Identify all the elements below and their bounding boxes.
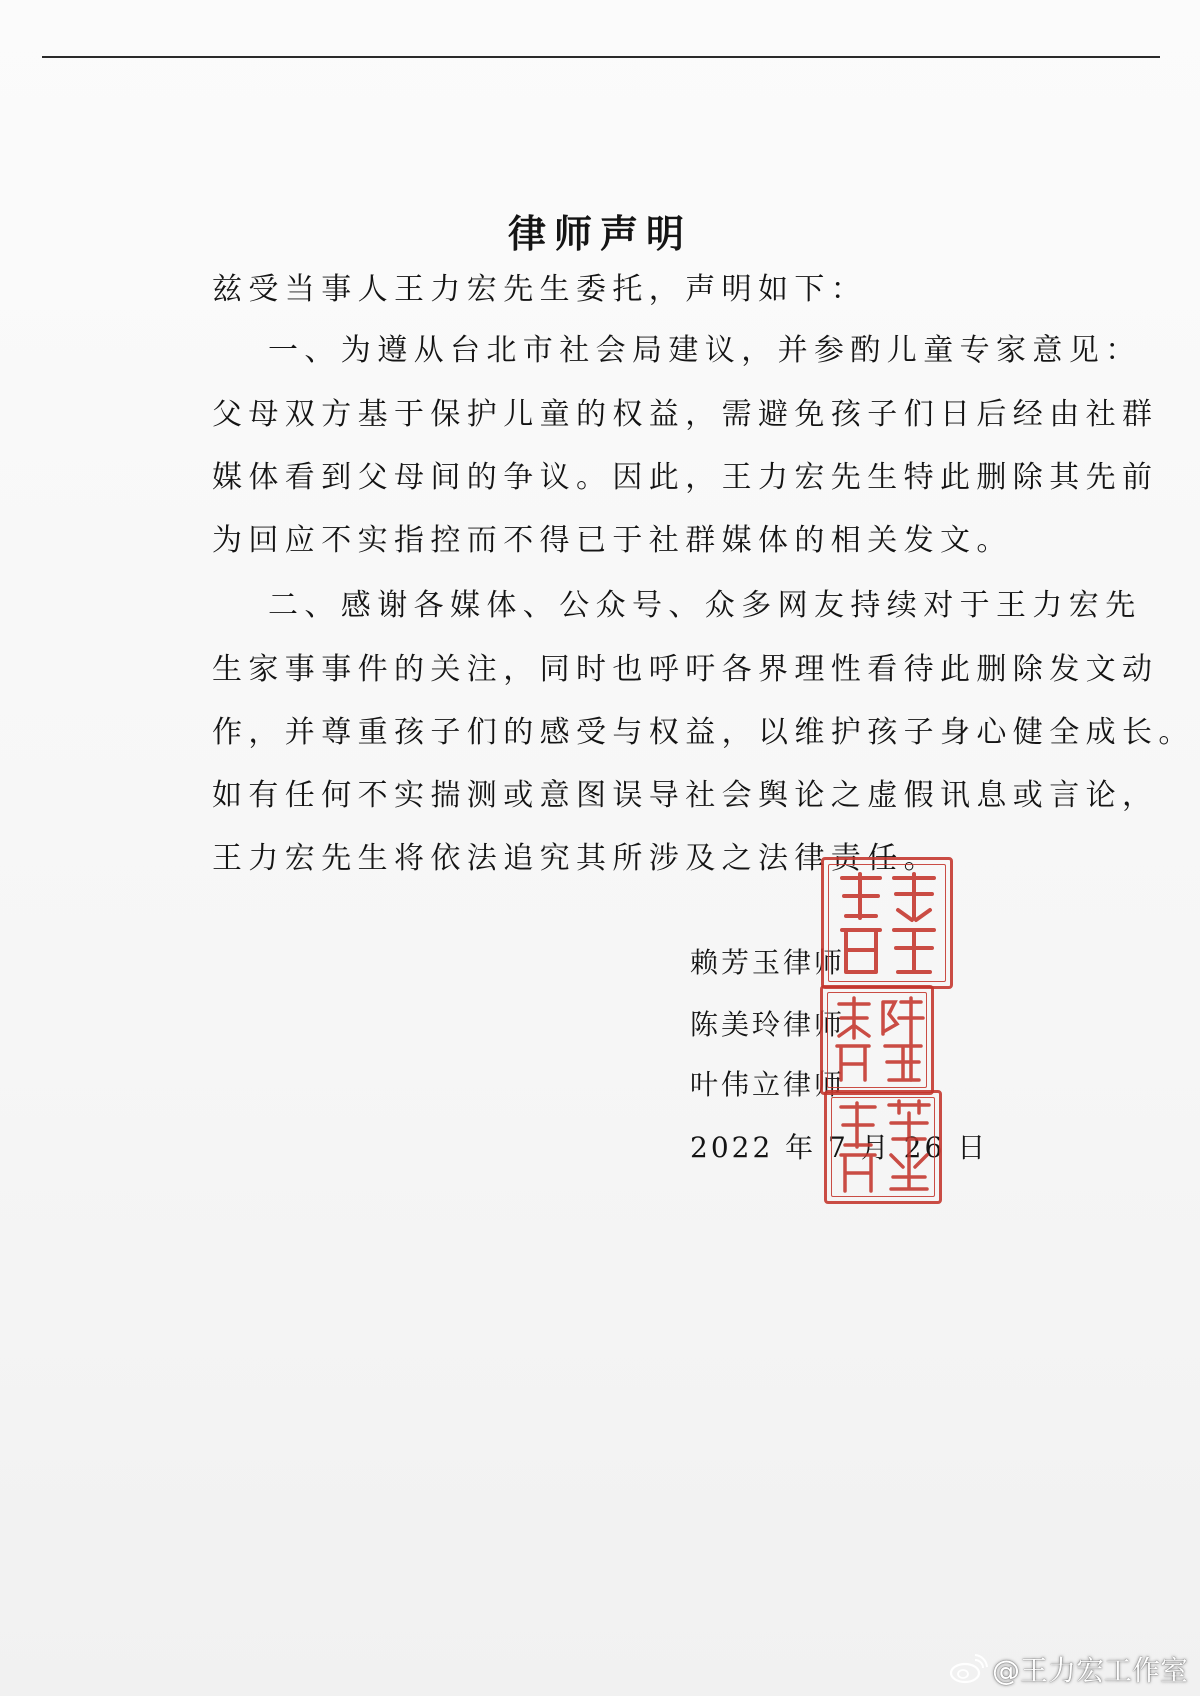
document-title: 律师声明 <box>507 211 692 256</box>
seal-glyphs <box>827 1093 939 1201</box>
watermark-text: @王力宏工作室 <box>991 1654 1188 1687</box>
body-line-7: 生家事事件的关注，同时也呼吁各界理性看待此删除发文动 <box>212 652 1159 687</box>
body-line-1: 兹受当事人王力宏先生委托，声明如下： <box>212 272 868 307</box>
weibo-watermark <box>948 1652 1188 1686</box>
seal-glyphs <box>823 988 931 1092</box>
seal-ye-weili <box>824 1090 942 1204</box>
body-line-2: 一、为遵从台北市社会局建议，并参酌儿童专家意见： <box>268 333 1142 368</box>
body-line-4: 媒体看到父母间的争议。因此，王力宏先生特此删除其先前 <box>212 460 1159 495</box>
body-line-10: 王力宏先生将依法追究其所涉及之法律责任。 <box>212 841 940 876</box>
body-line-6: 二、感谢各媒体、公众号、众多网友持续对于王力宏先 <box>268 588 1142 623</box>
seal-lai-fangyu <box>821 857 953 989</box>
weibo-icon <box>948 1654 988 1684</box>
body-line-9: 如有任何不实揣测或意图误导社会舆论之虚假讯息或言论， <box>212 778 1159 813</box>
body-line-5: 为回应不实指控而不得已于社群媒体的相关发文。 <box>212 523 1013 558</box>
signature-2: 陈美玲律师 <box>690 1008 846 1041</box>
seal-chen-meiling <box>820 985 934 1095</box>
statement-date: 2022 年 7 月 26 日 <box>690 1131 989 1164</box>
body-line-3: 父母双方基于保护儿童的权益，需避免孩子们日后经由社群 <box>212 397 1159 432</box>
seal-glyphs <box>824 860 950 986</box>
signature-3: 叶伟立律师 <box>690 1068 846 1101</box>
top-rule <box>42 56 1160 58</box>
body-line-8: 作，并尊重孩子们的感受与权益，以维护孩子身心健全成长。 <box>212 715 1195 750</box>
signature-1: 赖芳玉律师 <box>690 946 846 979</box>
